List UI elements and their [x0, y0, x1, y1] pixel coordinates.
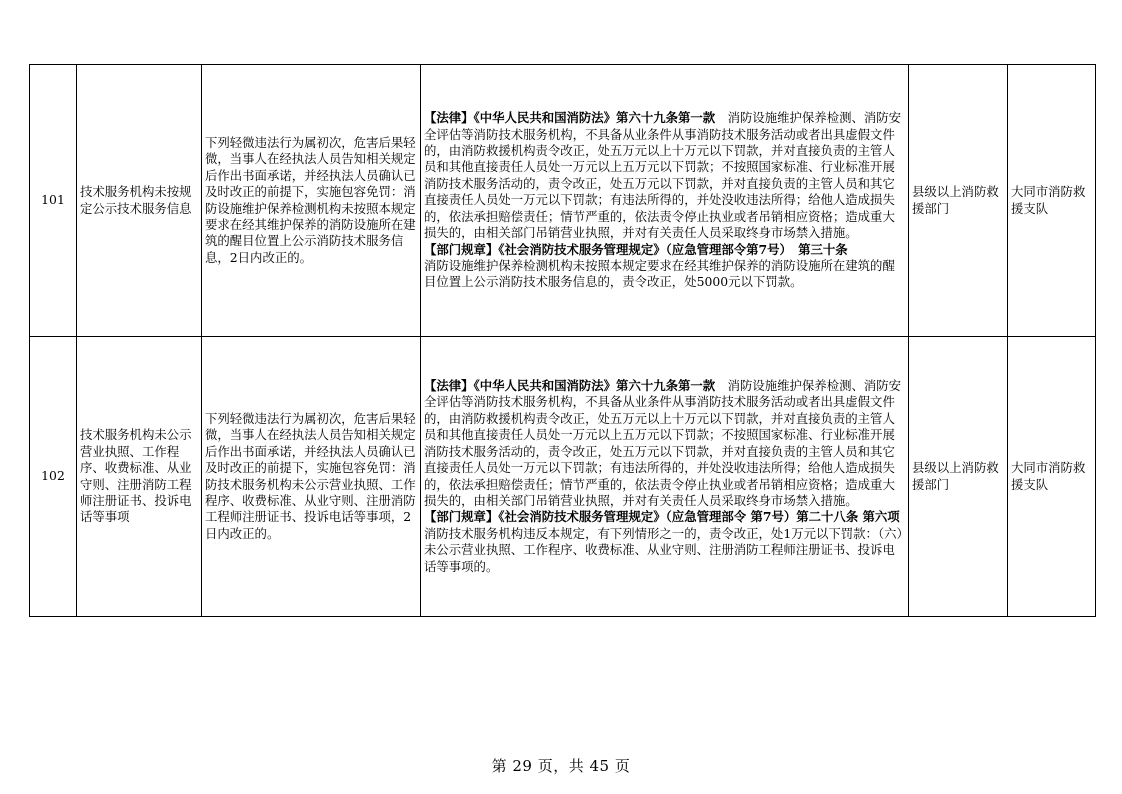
row-number: 102 [30, 337, 77, 617]
basis-paragraph [424, 378, 905, 509]
basis-paragraph [424, 110, 905, 241]
exemption-condition: 下列轻微违法行为属初次，危害后果轻微，当事人在经执法人员告知相关规定后作出书面承诺，并经执法人员确认已及时改正的前提下，实施包容免罚：消防设施维护保养检测机构未按照本规定要求在经其维护保养的消防设施所在建筑的醒目位置上公示消防技术服务信息，2日内改正的。 [202, 65, 421, 337]
basis-text: 消防设施维护保养检测机构未按照本规定要求在经其维护保养的消防设施所在建筑的醒目位置上公示消防技术服务信息的，责令改正，处5000元以下罚款。 [424, 257, 895, 290]
basis-text: 消防设施维护保养检测、消防安全评估等消防技术服务机构，不具备从业条件从事消防技术服务活动或者出具虚假文件的，由消防救援机构责令改正，处五万元以上十万元以下罚款，并对直接负责的主管人员和其他直接责任人员处一万元以上五万元以下罚款；不按照国家标准、行业标准开展消防技术服务活动的，责令改正，处五万元以下罚款，并对直接负责的主管人员和其它直接责任人员处一万元以下罚款；有违法所得的，并处没收违法所得；给他人造成损失的，依法承担赔偿责任；情节严重的，依法责令停止执业或者吊销相应资格；造成重大损失的，由相关部门吊销营业执照，并对有关责任人员采取终身市场禁入措施。 [424, 378, 902, 508]
violation-item: 技术服务机构未按规定公示技术服务信息 [77, 65, 202, 337]
page-footer: 第 29 页，共 45 页 [491, 757, 631, 775]
legal-basis [421, 65, 909, 337]
table-row [30, 65, 1096, 337]
row-number: 101 [30, 65, 77, 337]
basis-paragraph [424, 509, 905, 575]
basis-label: 【法律】《中华人民共和国消防法》第六十九条第一款 [424, 110, 716, 126]
table-row [30, 337, 1096, 617]
responsible-unit: 大同市消防救援支队 [1008, 65, 1096, 337]
violation-item: 技术服务机构未公示营业执照、工作程序、收费标准、从业守则、注册消防工程师注册证书、投诉电话等事项 [77, 337, 202, 617]
basis-label: 【部门规章】《社会消防技术服务管理规定》（应急管理部令 第7号）第二十八条 第六项 [424, 509, 900, 525]
basis-label: 【部门规章】《社会消防技术服务管理规定》（应急管理部令第7号） 第三十条 [424, 241, 848, 257]
enforcement-authority: 县级以上消防救援部门 [909, 65, 1008, 337]
responsible-unit: 大同市消防救援支队 [1008, 337, 1096, 617]
basis-text: 消防设施维护保养检测、消防安全评估等消防技术服务机构，不具备从业条件从事消防技术服务活动或者出具虚假文件的，由消防救援机构责令改正，处五万元以上十万元以下罚款，并对直接负责的主管人员和其他直接责任人员处一万元以上五万元以下罚款；不按照国家标准、行业标准开展消防技术服务活动的，责令改正，处五万元以下罚款，并对直接负责的主管人员和其它直接责任人员处一万元以下罚款；有违法所得的，并处没收违法所得；给他人造成损失的，依法承担赔偿责任；情节严重的，依法责令停止执业或者吊销相应资格；造成重大损失的，由相关部门吊销营业执照，并对有关责任人员采取终身市场禁入措施。 [424, 110, 902, 241]
exemption-condition: 下列轻微违法行为属初次，危害后果轻微，当事人在经执法人员告知相关规定后作出书面承诺，并经执法人员确认已及时改正的前提下，实施包容免罚：消防技术服务机构未公示营业执照、工作程序、收费标准、从业守则、注册消防工程师注册证书、投诉电话等事项，2日内改正的。 [202, 337, 421, 617]
basis-paragraph [424, 242, 905, 291]
enforcement-authority: 县级以上消防救援部门 [909, 337, 1008, 617]
basis-text: 消防技术服务机构违反本规定，有下列情形之一的，责令改正，处1万元以下罚款：（六）未公示营业执照、工作程序、收费标准、从业守则、注册消防工程师注册证书、投诉电话等事项的。 [424, 525, 903, 574]
basis-label: 【法律】《中华人民共和国消防法》第六十九条第一款 [424, 378, 716, 394]
legal-basis [421, 337, 909, 617]
penalty-table [29, 64, 1096, 617]
